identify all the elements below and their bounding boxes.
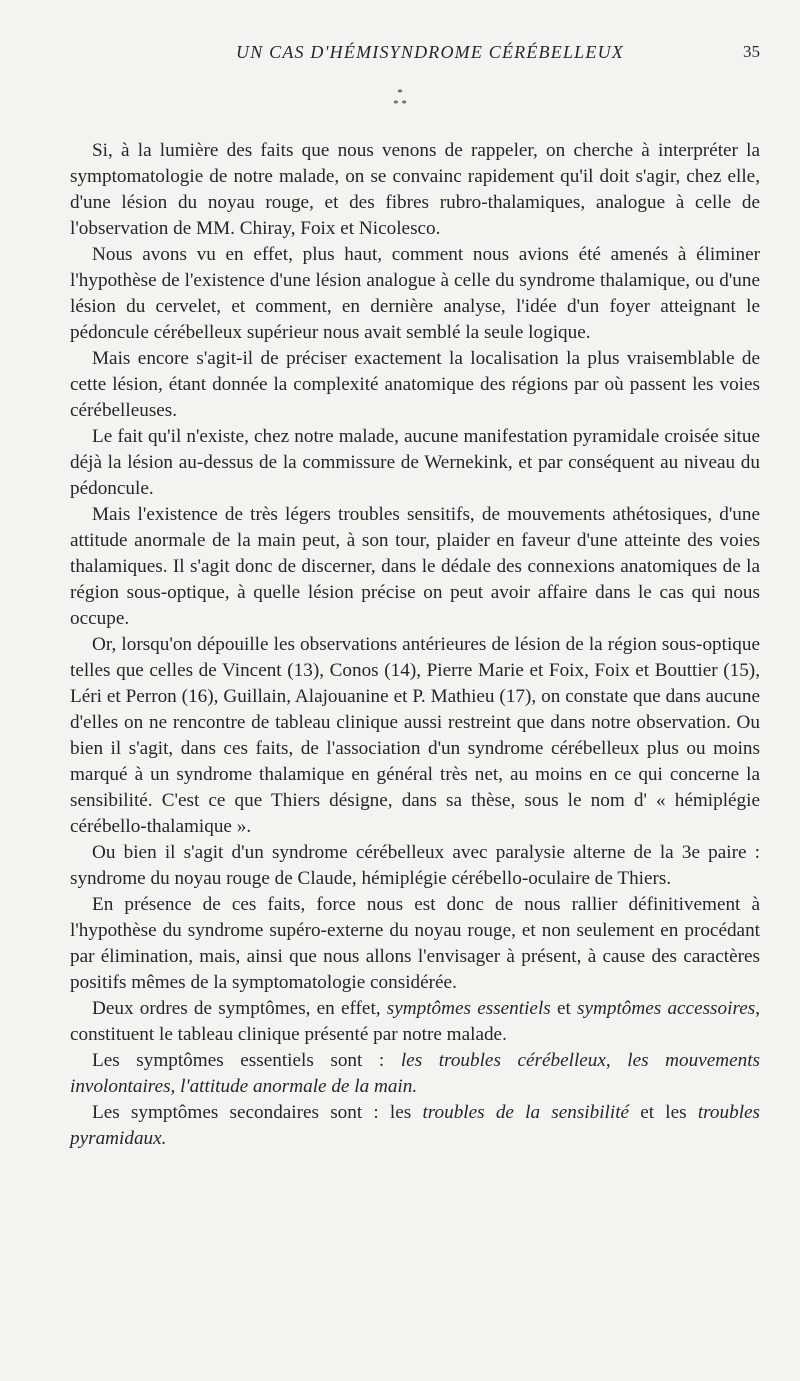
- running-title: UN CAS D'HÉMISYNDROME CÉRÉBELLEUX: [236, 42, 624, 62]
- paragraph-6: Or, lorsqu'on dépouille les observations antérieures de lésion de la région sous-optique telles que celles de Vincent (13), Conos (14), Pierre Marie et Foix, Foix et Bouttier (15), Léri et Perron (16), Guillain, Alajouanine et P. Mathieu (17), on constate que dans aucune d'elles on ne rencontre de tableau clinique aussi restreint que dans notre observation. Ou bien il s'agit, dans ces faits, de l'association d'un syndrome cérébelleux plus ou moins marqué à un syndrome thalamique en général très net, au moins en ce qui concerne la sensibilité. C'est ce que Thiers désigne, dans sa thèse, sous le nom d' « hémiplégie cérébello-thalamique ».: [70, 634, 760, 837]
- paragraph-9-text-a: Deux ordres de symptômes, en effet,: [92, 998, 387, 1019]
- body-text: [70, 138, 760, 1152]
- paragraph-10-italic-1: les troubles cérébelleux, les mouvements involontaires, l'attitude anormale de la main.: [70, 1050, 760, 1097]
- paragraph-11-italic-2: troubles pyramidaux.: [70, 1102, 761, 1149]
- paragraph-2: Nous avons vu en effet, plus haut, comment nous avions été amenés à éliminer l'hypothèse de l'existence d'une lésion analogue à celle du syndrome thalamique, ou d'une lésion du cervelet, et comment, en dernière analyse, l'idée d'un foyer atteignant le pédoncule cérébelleux supérieur nous avait semblé la seule logique.: [70, 244, 760, 343]
- paragraph-5: Mais l'existence de très légers troubles sensitifs, de mouvements athétosiques, d'une attitude anormale de la main peut, à son tour, plaider en faveur d'une atteinte des voies thalamiques. Il s'agit donc de discerner, dans le dédale des connexions anatomiques de la région sous-optique, à quelle lésion précise on peut avoir affaire dans le cas qui nous occupe.: [70, 504, 760, 629]
- page-header: [60, 42, 780, 68]
- paragraph-11-italic-1: troubles de la sensibilité: [422, 1102, 630, 1123]
- paragraph-11: [70, 1100, 760, 1152]
- paragraph-11-text-b: et les: [629, 1102, 698, 1123]
- paragraph-11-text-a: Les symptômes secondaires sont : les: [92, 1102, 423, 1123]
- paragraph-3: Mais encore s'agit-il de préciser exactement la localisation la plus vraisemblable de cette lésion, étant donnée la complexité anatomique des régions par où passent les voies cérébelleuses.: [70, 348, 760, 421]
- asterism-top: *: [397, 87, 403, 99]
- paragraph-10: [70, 1048, 760, 1100]
- paragraph-9-italic-2: symptômes accessoires: [577, 998, 756, 1019]
- paragraph-9: [70, 996, 760, 1048]
- paragraph-9-text-c: , constituent le tableau clinique présenté par notre malade.: [70, 998, 760, 1045]
- page-number: 35: [743, 42, 760, 61]
- section-asterism: [360, 88, 440, 110]
- paragraph-10-text-a: Les symptômes essentiels sont :: [92, 1050, 401, 1071]
- paragraph-1: Si, à la lumière des faits que nous venons de rappeler, on cherche à interpréter la symptomatologie de notre malade, on se convainc rapidement qu'il doit s'agir, chez elle, d'une lésion du noyau rouge, et des fibres rubro-thalamiques, analogue à celle de l'observation de MM. Chiray, Foix et Nicolesco.: [70, 140, 760, 239]
- paragraph-8: En présence de ces faits, force nous est donc de nous rallier définitivement à l'hypothèse du syndrome supéro-externe du noyau rouge, et non seulement en procédant par élimination, mais, ainsi que nous allons l'envisager à présent, à cause des caractères positifs mêmes de la symptomatologie considérée.: [70, 894, 760, 993]
- paragraph-9-text-b: et: [550, 998, 578, 1019]
- paragraph-7: Ou bien il s'agit d'un syndrome cérébelleux avec paralysie alterne de la 3e paire : syndrome du noyau rouge de Claude, hémiplégie cérébello-oculaire de Thiers.: [70, 842, 760, 889]
- paragraph-4: Le fait qu'il n'existe, chez notre malade, aucune manifestation pyramidale croisée situe déjà la lésion au-dessus de la commissure de Wernekink, et par conséquent au niveau du pédoncule.: [70, 426, 760, 499]
- paragraph-9-italic-1: symptômes essentiels: [386, 998, 551, 1019]
- asterism-bottom: * *: [393, 98, 407, 110]
